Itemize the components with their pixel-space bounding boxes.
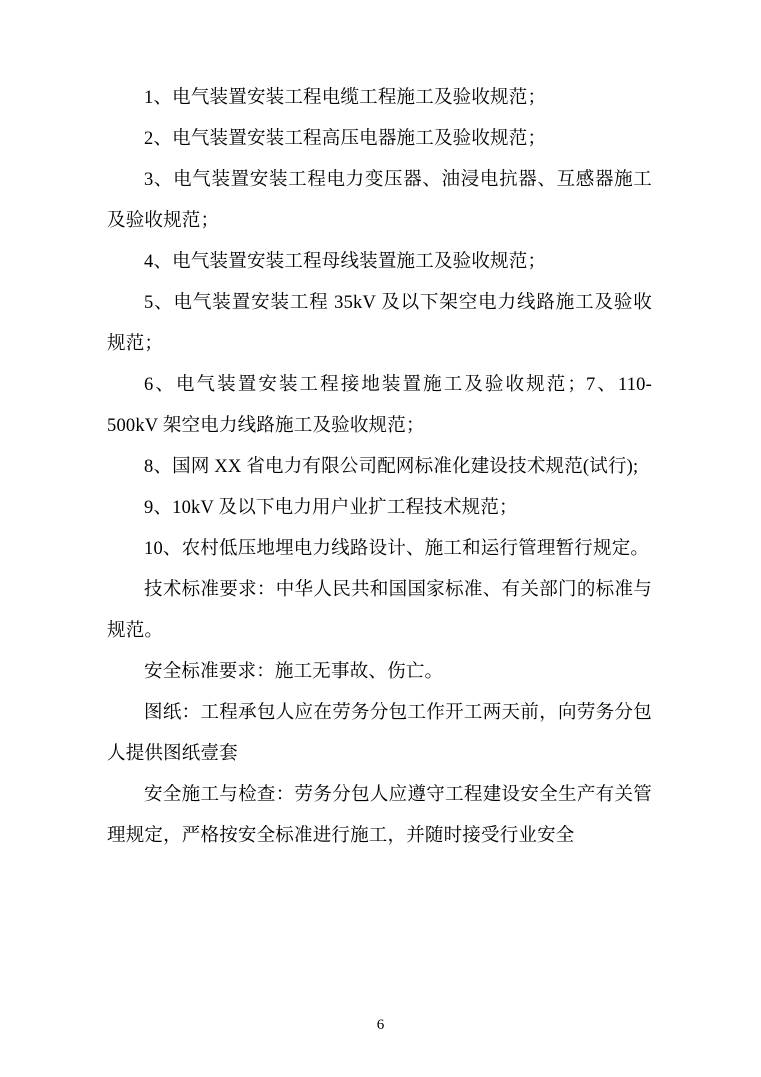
paragraph: 2、电气装置安装工程高压电器施工及验收规范；: [144, 129, 547, 149]
paragraph: 安全标准要求：施工无事故、伤亡。: [144, 662, 444, 682]
paragraph: 图纸：工程承包人应在劳务分包工作开工两天前，向劳务分包人提供图纸壹套: [107, 703, 652, 764]
paragraph: 9、10kV 及以下电力用户业扩工程技术规范；: [144, 498, 518, 518]
paragraph: 1、电气装置安装工程电缆工程施工及验收规范；: [144, 88, 547, 108]
paragraph: 6、电气装置安装工程接地装置施工及验收规范；7、110-500kV 架空电力线路施工及验收规范；: [107, 375, 652, 436]
paragraph: 安全施工与检查：劳务分包人应遵守工程建设安全生产有关管理规定，严格按安全标准进行施工，并随时接受行业安全: [107, 785, 652, 846]
page-number: 6: [376, 1017, 385, 1033]
document-body: [107, 78, 652, 857]
paragraph: 10、农村低压地埋电力线路设计、施工和运行管理暂行规定。: [144, 539, 650, 559]
paragraph: 3、电气装置安装工程电力变压器、油浸电抗器、互感器施工及验收规范；: [107, 170, 652, 231]
paragraph: 技术标准要求：中华人民共和国国家标准、有关部门的标准与规范。: [107, 580, 652, 641]
paragraph: 4、电气装置安装工程母线装置施工及验收规范；: [144, 252, 547, 272]
paragraph: 5、电气装置安装工程 35kV 及以下架空电力线路施工及验收规范；: [107, 293, 652, 354]
paragraph: 8、国网 XX 省电力有限公司配网标准化建设技术规范(试行);: [144, 457, 639, 477]
